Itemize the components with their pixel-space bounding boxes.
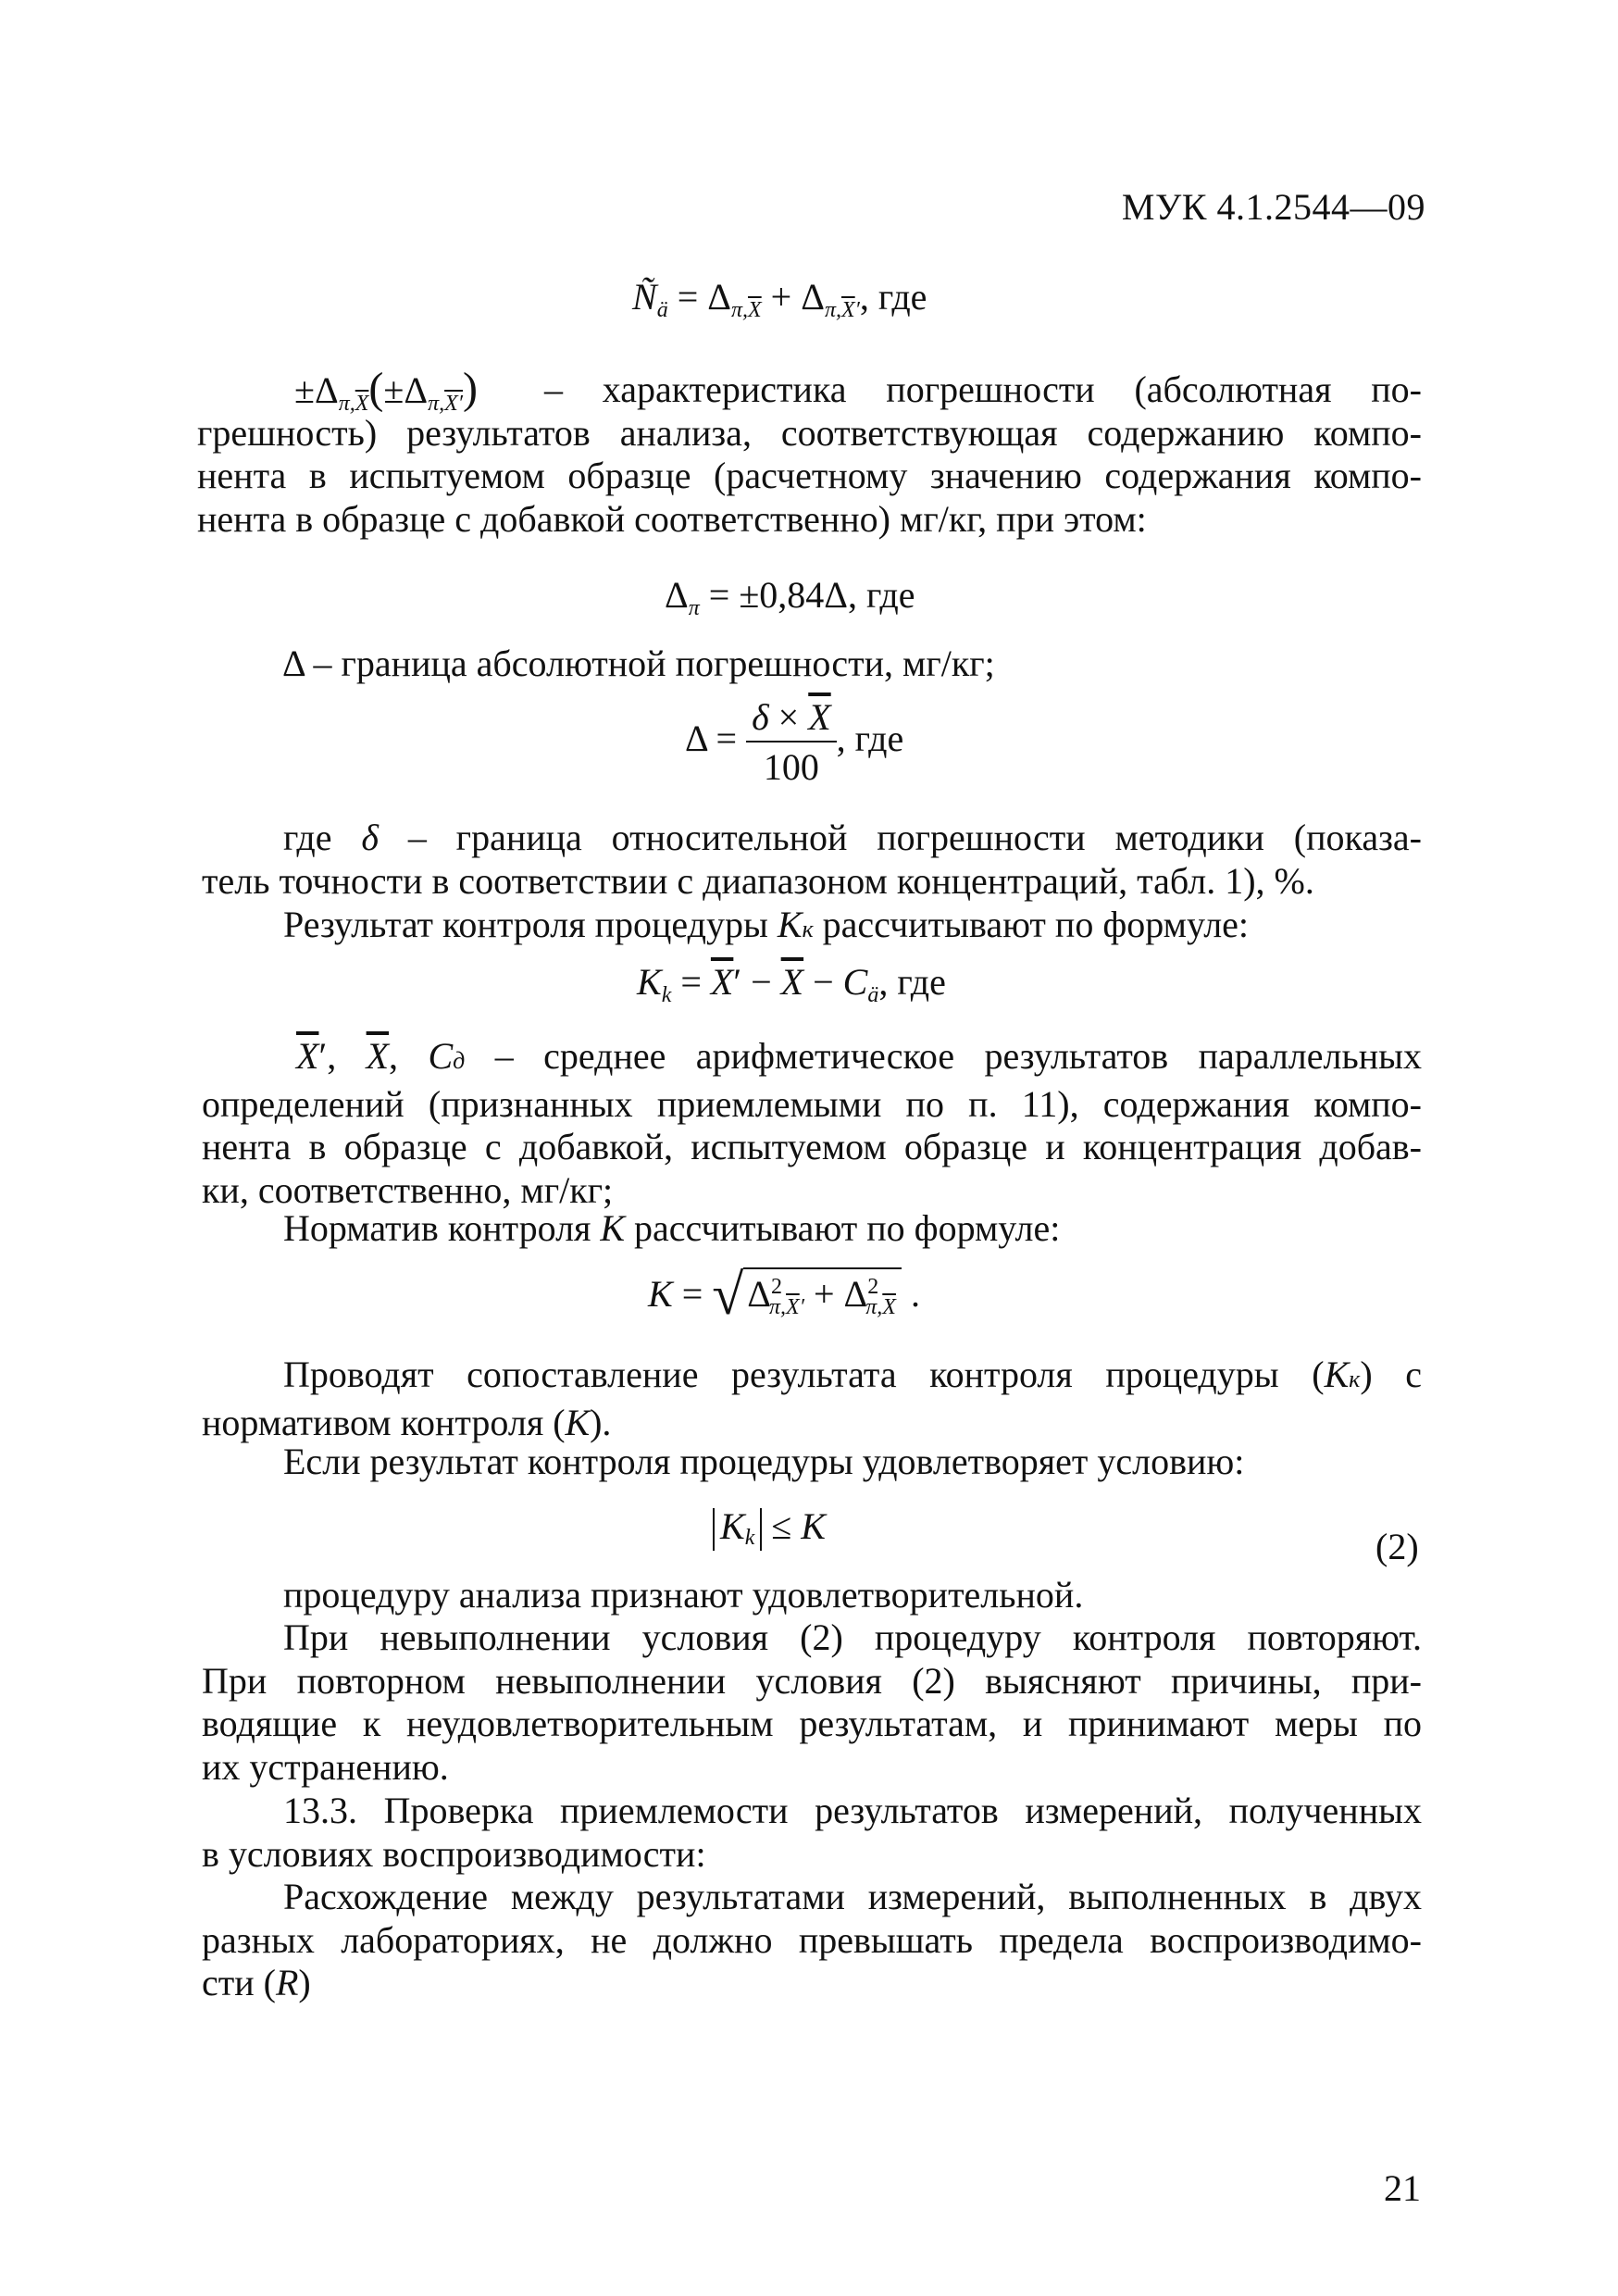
formula-5-suffix: .: [910, 1273, 920, 1315]
paragraph-7: Проводят сопоставление результата контроля процедуры (Кк) с нормативом контроля (К).: [202, 1354, 1422, 1443]
formula-1: $Ñ_ä = \Delta_{\pi,\overline{X}} + \Delta_{\pi,\overline{X}'}$, где: [632, 276, 927, 322]
paragraph-1-line-1: – характеристика погрешности (абсолютная по-: [544, 368, 1422, 410]
formula-2-suffix: , где: [848, 574, 915, 616]
paragraph-4: Результат контроля процедуры Кк рассчитывают по формуле:: [283, 904, 1250, 945]
formula-1-suffix: , где: [859, 276, 927, 318]
formula-3-fraction: $\frac{\delta \times \overline{X}}{100}$: [746, 696, 837, 789]
formula-3: Δ = $\frac{\delta \times \overline{X}}{100}$ , где: [685, 696, 904, 788]
paragraph-5: $\overline{X}'$, $\overline{X}$, Cд – среднее арифметическое результатов параллельных определений (признанных приемлемыми по п. 11), содержания компо- нента в образце с добавкой, испытуемом образце и концентрация добав- ки, соответственно, мг/кг;: [202, 1035, 1423, 1211]
formula-delta-pm: $\pm\Delta_{\pi,\overline{X}}(\pm\Delta_{\pi,X'})$: [294, 364, 478, 416]
paragraph-5-line-4: ки, соответственно, мг/кг;: [202, 1168, 614, 1211]
paragraph-8: Если результат контроля процедуры удовлетворяет условию:: [283, 1441, 1245, 1482]
paragraph-12: Расхождение между результатами измерений, выполненных в двух разных лабораториях, не должно превышать предела воспроизводимо- сти (R): [202, 1876, 1422, 2003]
paragraph-9: процедуру анализа признают удовлетворительной.: [283, 1574, 1084, 1616]
paragraph-1-line-2: грешность) результатов анализа, соответствующая содержанию компо-: [197, 411, 1422, 454]
paragraph-11-line-1: 13.3. Проверка приемлемости результатов измерений, полученных: [283, 1790, 1422, 1831]
paragraph-12-line-1: Расхождение между результатами измерений, выполненных в двух: [283, 1876, 1422, 1917]
paragraph-10: [202, 1616, 1422, 1789]
paragraph-1-line-4: нента в образце с добавкой соответственно) мг/кг, при этом:: [197, 497, 1147, 540]
equation-number: (2): [1375, 1526, 1419, 1567]
formula-2: $\Delta_\pi = \pm 0,84\Delta$, где: [665, 574, 915, 620]
formula-4: $K_k = \overline{X}' - \overline{X} - C_ä$, где: [637, 961, 946, 1007]
document-code: МУК 4.1.2544—09: [1121, 186, 1425, 228]
formula-6: $K_k \le K$: [713, 1505, 826, 1551]
paragraph-1-line-3: нента в испытуемом образце (расчетному значению содержания компо-: [197, 455, 1422, 496]
absolute-value: $K_k$: [713, 1508, 762, 1551]
page-number: 21: [1384, 2167, 1421, 2209]
sqrt-expression: $\Delta^2_{\pi,\overline{X}'} + \Delta^2_{\pi,\overline{X}}$: [743, 1267, 902, 1321]
paragraph-10-line-2: При повторном невыполнении условия (2) выясняют причины, при-: [202, 1659, 1422, 1702]
paragraph-3: где δ – граница относительной погрешности методики (показа- тель точности в соответствии с диапазоном концентраций, табл. 1), %.: [202, 817, 1422, 902]
paragraph-5-line-3: нента в образце с добавкой, испытуемом образце и концентрация добав-: [202, 1126, 1422, 1167]
paragraph-2: Δ – граница абсолютной погрешности, мг/кг;: [282, 643, 995, 684]
formula-5: K = √ $\Delta^2_{\pi,\overline{X}'} + \Delta^2_{\pi,\overline{X}}$ .: [648, 1264, 920, 1327]
paragraph-1: [197, 364, 1422, 541]
formula-3-suffix: , где: [836, 718, 904, 760]
paragraph-10-line-4: их устранению.: [202, 1745, 449, 1788]
paragraph-5-line-2: определений (признанных приемлемыми по п. 11), содержания компо-: [202, 1082, 1422, 1125]
paragraph-12-line-2: разных лабораториях, не должно превышать предела воспроизводимо-: [202, 1918, 1422, 1961]
paragraph-10-line-1: При невыполнении условия (2) процедуру контроля повторяют.: [283, 1616, 1422, 1658]
paragraph-11-line-2: в условиях воспроизводимости:: [202, 1832, 706, 1875]
paragraph-3-line-2: тель точности в соответствии с диапазоном концентраций, табл. 1), %.: [202, 859, 1314, 902]
paragraph-11: [202, 1790, 1422, 1876]
paragraph-10-line-3: водящие к неудовлетворительным результатам, и принимают меры по: [202, 1703, 1422, 1744]
paragraph-6: Норматив контроля К рассчитывают по формуле:: [283, 1207, 1061, 1249]
formula-4-suffix: , где: [878, 961, 946, 1003]
